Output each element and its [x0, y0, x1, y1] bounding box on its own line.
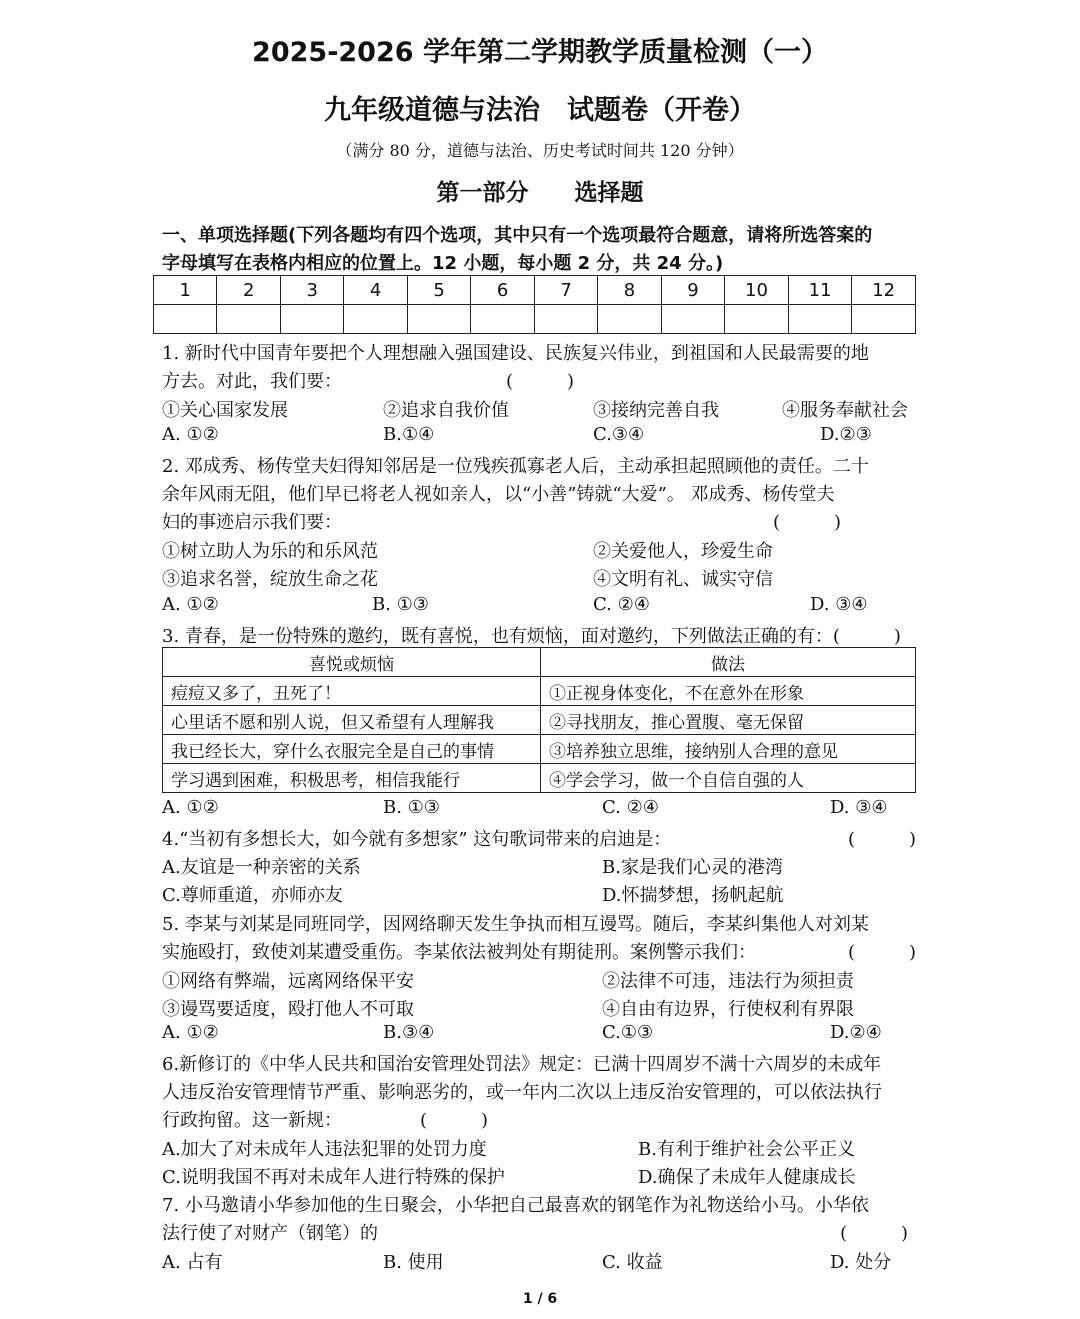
answer-grid [153, 275, 916, 334]
q1-stem-line1: 1. 新时代中国青年要把个人理想融入强国建设、民族复兴伟业，到祖国和人民最需要的地 [162, 343, 869, 364]
q7-option[interactable]: A. 占有 [162, 1252, 223, 1273]
q2-statement: ②关爱他人，珍爱生命 [593, 541, 773, 562]
q5-stem-line1: 5. 李某与刘某是同班同学，因网络聊天发生争执而相互谩骂。随后，李某纠集他人对刘某 [162, 914, 869, 935]
answer-number: 8 [598, 276, 661, 305]
q3-cell: ①正视身体变化，不在意外在形象 [541, 677, 916, 706]
q5-stem-line2: 实施殴打，致使刘某遭受重伤。李某依法被判处有期徒刑。案例警示我们： [162, 942, 756, 963]
q6-option[interactable]: A.加大了对未成年人违法犯罪的处罚力度 [162, 1139, 487, 1160]
q3-option[interactable]: C. ②④ [602, 797, 659, 818]
answer-cell[interactable] [725, 305, 789, 334]
q4-option[interactable]: C.尊师重道，亦师亦友 [162, 885, 343, 906]
q5-statement: ③谩骂要适度，殴打他人不可取 [162, 999, 414, 1020]
answer-number: 2 [217, 276, 280, 305]
q3-cell: 我已经长大，穿什么衣服完全是自己的事情 [163, 735, 541, 764]
q3-stem-line1: 3. 青春，是一份特殊的邀约，既有喜悦，也有烦恼，面对邀约，下列做法正确的有：( ) [162, 626, 901, 647]
q5-option[interactable]: B.③④ [383, 1022, 435, 1043]
q3-cell: 学习遇到困难，积极思考，相信我能行 [163, 764, 541, 793]
page-number: 1 / 6 [522, 1291, 558, 1307]
q3-table-row [163, 735, 916, 764]
q7-stem-line2: 法行使了对财产（钢笔）的 [162, 1223, 378, 1244]
q3-table-row [163, 677, 916, 706]
exam-subtitle: 九年级道德与法治 试题卷（开卷） [324, 95, 756, 126]
q3-cell: ④学会学习，做一个自信自强的人 [541, 764, 916, 793]
q2-stem-line2: 余年风雨无阻，他们早已将老人视如亲人，以“小善”铸就“大爱”。 邓成秀、杨传堂夫 [162, 484, 835, 505]
answer-cell[interactable] [788, 305, 852, 334]
q3-header-cell: 喜悦或烦恼 [163, 648, 541, 677]
answer-number: 4 [344, 276, 407, 305]
q2-option[interactable]: B. ①③ [372, 594, 429, 615]
q3-table [162, 647, 916, 793]
answer-grid-header-row [154, 276, 916, 305]
q2-option[interactable]: C. ②④ [593, 594, 650, 615]
q1-option[interactable]: A. ①② [162, 424, 219, 445]
q2-option[interactable]: D. ③④ [810, 594, 868, 615]
q4-option[interactable]: B.家是我们心灵的港湾 [602, 857, 783, 878]
q6-option[interactable]: B.有利于维护社会公平正义 [638, 1139, 855, 1160]
q1-option[interactable]: D.②③ [820, 424, 872, 445]
q6-option[interactable]: D.确保了未成年人健康成长 [638, 1167, 856, 1188]
q1-stem-line2: 方去。对此，我们要： [162, 371, 342, 392]
q6-stem-line3: 行政拘留。这一新规： [162, 1110, 342, 1131]
q3-option[interactable]: B. ①③ [383, 797, 440, 818]
answer-cell[interactable] [344, 305, 407, 334]
q4-option[interactable]: A.友谊是一种亲密的关系 [162, 857, 361, 878]
q1-statement: ②追求自我价值 [383, 400, 509, 421]
q2-statement: ①树立助人为乐的和乐风范 [162, 541, 378, 562]
answer-number: 10 [725, 276, 789, 305]
answer-cell[interactable] [852, 305, 916, 334]
q7-answer-paren: ( ) [840, 1223, 909, 1244]
q5-statement: ②法律不可违，违法行为须担责 [602, 971, 854, 992]
q1-statement: ④服务奉献社会 [782, 400, 908, 421]
q6-stem-line2: 人违反治安管理情节严重、影响恶劣的，或一年内二次以上违反治安管理的，可以依法执行 [162, 1082, 882, 1103]
q2-statement: ③追求名誉，绽放生命之花 [162, 569, 378, 590]
q7-option[interactable]: B. 使用 [383, 1252, 444, 1273]
q3-table-row [163, 706, 916, 735]
q6-option[interactable]: C.说明我国不再对未成年人进行特殊的保护 [162, 1167, 505, 1188]
answer-number: 12 [852, 276, 916, 305]
answer-number: 5 [407, 276, 470, 305]
q5-option[interactable]: D.②④ [830, 1022, 882, 1043]
q7-option[interactable]: D. 处分 [830, 1252, 892, 1273]
q1-option[interactable]: B.①④ [383, 424, 435, 445]
q3-cell: 心里话不愿和别人说，但又希望有人理解我 [163, 706, 541, 735]
q2-option[interactable]: A. ①② [162, 594, 219, 615]
answer-number: 3 [280, 276, 343, 305]
q3-option[interactable]: D. ③④ [830, 797, 888, 818]
answer-number: 11 [788, 276, 852, 305]
q5-option[interactable]: A. ①② [162, 1022, 219, 1043]
answer-grid-blank-row [154, 305, 916, 334]
q4-option[interactable]: D.怀揣梦想，扬帆起航 [602, 885, 784, 906]
q5-statement: ①网络有弊端，远离网络保平安 [162, 971, 414, 992]
q2-answer-paren: ( ) [773, 512, 842, 533]
q3-table-header [163, 648, 916, 677]
q4-stem-line1: 4.“当初有多想长大，如今就有多想家” 这句歌词带来的启迪是： [162, 829, 672, 850]
q3-header-cell: 做法 [541, 648, 916, 677]
answer-cell[interactable] [217, 305, 280, 334]
answer-number: 6 [471, 276, 534, 305]
answer-cell[interactable] [280, 305, 343, 334]
q1-option[interactable]: C.③④ [593, 424, 645, 445]
q5-option[interactable]: C.①③ [602, 1022, 654, 1043]
answer-cell[interactable] [598, 305, 661, 334]
section-instruction-line2: 字母填写在表格内相应的位置上。12 小题，每小题 2 分，共 24 分。) [162, 253, 724, 274]
answer-cell[interactable] [154, 305, 217, 334]
q1-answer-paren: ( ) [506, 371, 575, 392]
exam-title: 2025-2026 学年第二学期教学质量检测（一） [252, 37, 828, 68]
q5-statement: ④自由有边界，行使权利有界限 [602, 999, 854, 1020]
q6-answer-paren: ( ) [420, 1110, 489, 1131]
answer-cell[interactable] [407, 305, 470, 334]
q7-stem-line1: 7. 小马邀请小华参加他的生日聚会，小华把自己最喜欢的钢笔作为礼物送给小马。小华依 [162, 1195, 869, 1216]
exam-note: （满分 80 分，道德与法治、历史考试时间共 120 分钟） [336, 141, 744, 160]
answer-cell[interactable] [534, 305, 597, 334]
q1-statement: ③接纳完善自我 [593, 400, 719, 421]
answer-number: 7 [534, 276, 597, 305]
q3-cell: ②寻找朋友，推心置腹、毫无保留 [541, 706, 916, 735]
q1-statement: ①关心国家发展 [162, 400, 288, 421]
q3-table-row [163, 764, 916, 793]
q4-answer-paren: ( ) [848, 829, 917, 850]
q2-statement: ④文明有礼、诚实守信 [593, 569, 773, 590]
q2-stem-line1: 2. 邓成秀、杨传堂夫妇得知邻居是一位残疾孤寡老人后，主动承担起照顾他的责任。二十 [162, 456, 869, 477]
q3-cell: 痘痘又多了，丑死了！ [163, 677, 541, 706]
q6-stem-line1: 6.新修订的《中华人民共和国治安管理处罚法》规定：已满十四周岁不满十六周岁的未成年 [162, 1054, 882, 1075]
part-heading: 第一部分 选择题 [436, 180, 644, 206]
q3-option[interactable]: A. ①② [162, 797, 219, 818]
q2-stem-line3: 妇的事迹启示我们要： [162, 512, 342, 533]
q7-option[interactable]: C. 收益 [602, 1252, 663, 1273]
answer-number: 9 [661, 276, 724, 305]
q3-cell: ③培养独立思维，接纳别人合理的意见 [541, 735, 916, 764]
section-instruction-line1: 一、单项选择题(下列各题均有四个选项，其中只有一个选项最符合题意，请将所选答案的 [162, 225, 873, 246]
q5-answer-paren: ( ) [848, 942, 917, 963]
answer-cell[interactable] [661, 305, 724, 334]
answer-cell[interactable] [471, 305, 534, 334]
answer-number: 1 [154, 276, 217, 305]
